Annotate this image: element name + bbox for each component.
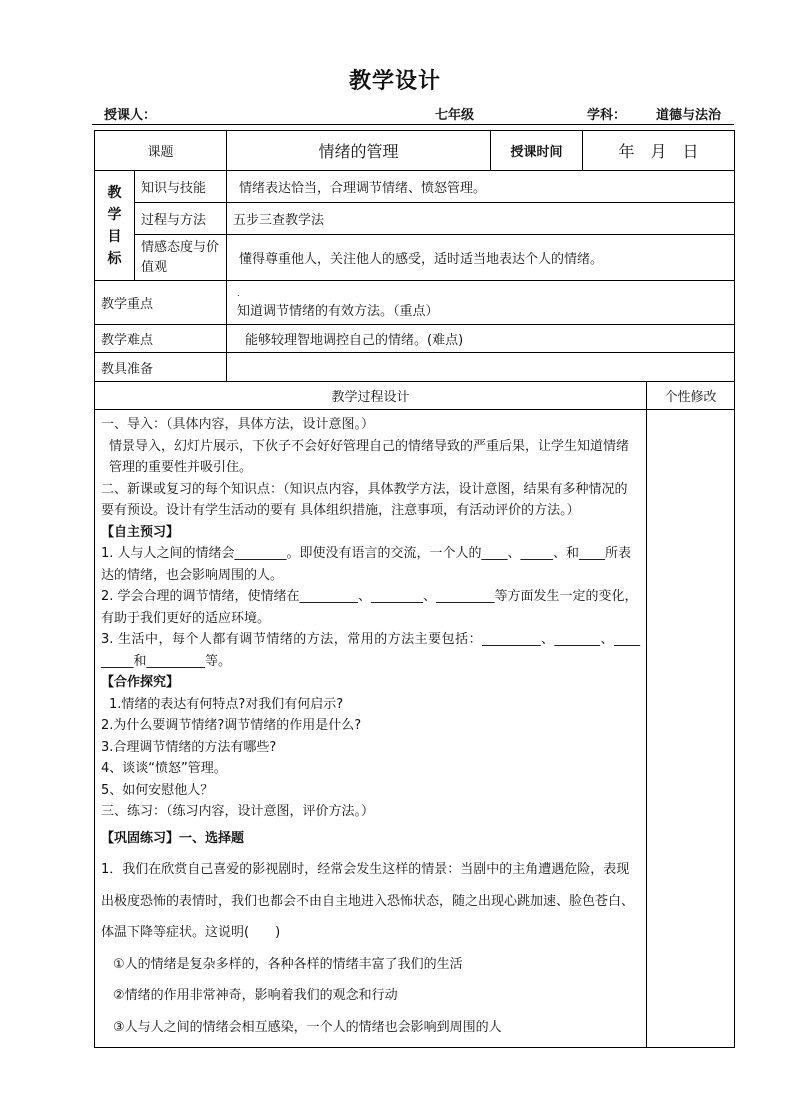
lesson-plan-table	[94, 130, 735, 1048]
difficulty-label: 教学难点	[95, 325, 227, 353]
explore-item-1: 1.情绪的表达有何特点?对我们有何启示?	[109, 696, 344, 712]
option-3: ③人与人之间的情绪会相互感染，一个人的情绪也会影响到周围的人	[113, 1019, 502, 1035]
preview-item-1: 1. 人与人之间的情绪会________。即使没有语言的交流，一个人的____、_____、和____所表达的情绪，也会影响周围的人。	[101, 546, 632, 583]
prep-label: 教具准备	[95, 353, 227, 382]
process-content	[95, 410, 647, 1048]
key-row	[95, 281, 735, 325]
practice-title: 【巩固练习】一、选择题	[101, 830, 245, 846]
explore-item-3: 3.合理调节情绪的方法有哪些?	[101, 739, 277, 755]
explore-title: 【合作探究】	[101, 675, 180, 690]
option-2: ②情绪的作用非常神奇，影响着我们的观念和行动	[113, 988, 398, 1003]
preview-item-2: 2. 学会合理的调节情绪，使情绪在_________、________、_________等方面发生一定的变化，有助于我们更好的适应环境。	[101, 589, 638, 626]
prep-row	[95, 353, 735, 382]
topic-row	[95, 131, 735, 171]
goal-value-process: 五步三查教学法	[227, 203, 735, 235]
goal-value-knowledge: 情绪表达恰当，合理调节情绪、愤怒管理。	[227, 171, 735, 203]
goal-label-attitude: 情感态度与价值观	[135, 235, 227, 281]
practice-section-title: 三、练习：（练习内容，设计意图，评价方法。）	[101, 804, 375, 819]
topic-label: 课题	[95, 131, 227, 171]
explore-item-4: 4、谈谈“愤怒”管理。	[101, 761, 227, 776]
goal-label-knowledge: 知识与技能	[135, 171, 227, 203]
grade: 七年级	[435, 108, 475, 123]
preview-item-3b: _____和_________等。	[101, 653, 232, 669]
key-dot: .	[237, 288, 240, 299]
document-title: 教学设计	[348, 69, 441, 94]
explore-item-5: 5、如何安慰他人？	[101, 782, 214, 798]
goal-row-knowledge	[95, 171, 735, 203]
new-lesson-title: 二、新课或复习的每个知识点：（知识点内容，具体教学方法，设计意图，结果有多种情况的要有预设。设计有学生活动的要有 具体组织措施，注意事项，有活动评价的方法。）	[101, 481, 628, 518]
subject-label: 学科：	[587, 108, 627, 123]
preview-item-3a: 3. 生活中，每个人都有调节情绪的方法，常用的方法主要包括：_________、_______、____	[101, 632, 641, 647]
teacher-label: 授课人：	[104, 108, 157, 123]
question-1: 1．我们在欣赏自己喜爱的影视剧时，经常会发生这样的情景：当剧中的主角遭遇危险，表现出极度恐怖的表情时，我们也都会不由自主地进入恐怖状态，随之出现心跳加速、脸色苍白、体温下降等症状。这说明( )	[101, 862, 635, 940]
header-divider	[92, 124, 734, 125]
process-content-row	[95, 410, 735, 1048]
goal-label: 教学目标	[95, 171, 135, 281]
intro-title: 一、导入：（具体内容，具体方法，设计意图。）	[101, 417, 375, 432]
key-text: 知道调节情绪的有效方法。（重点）	[237, 303, 439, 319]
option-1: ①人的情绪是复杂多样的，各种各样的情绪丰富了我们的生活	[113, 956, 463, 972]
time-label: 授课时间	[491, 131, 583, 171]
goal-label-process: 过程与方法	[135, 203, 227, 235]
goal-value-attitude: 懂得尊重他人，关注他人的感受，适时适当地表达个人的情绪。	[227, 235, 735, 281]
process-header-row	[95, 382, 735, 410]
key-value	[227, 281, 735, 325]
preview-title: 【自主预习】	[101, 524, 180, 540]
date-value: 年 月 日	[583, 131, 735, 171]
goal-row-process	[95, 203, 735, 235]
intro-body: 情景导入，幻灯片展示，下伙子不会好好管理自己的情绪导致的严重后果，让学生知道情绪管理的重要性并吸引住。	[109, 438, 630, 475]
explore-item-2: 2.为什么要调节情绪?调节情绪的作用是什么?	[101, 718, 362, 733]
modify-cell	[647, 410, 735, 1048]
subject: 道德与法治	[656, 108, 722, 123]
topic-value: 情绪的管理	[227, 131, 491, 171]
modify-label: 个性修改	[647, 382, 735, 410]
difficulty-value: 能够较理智地调控自己的情绪。(难点)	[227, 325, 735, 353]
difficulty-row	[95, 325, 735, 353]
process-label: 教学过程设计	[95, 382, 647, 410]
prep-value	[227, 353, 735, 382]
key-label: 教学重点	[95, 281, 227, 325]
goal-row-attitude	[95, 235, 735, 281]
